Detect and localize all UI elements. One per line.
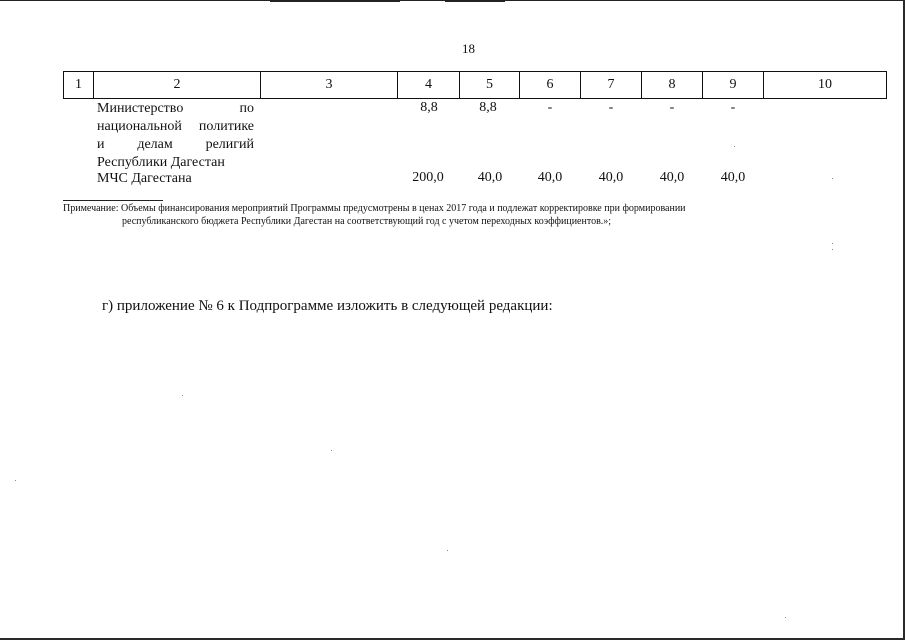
header-cell: 6	[520, 72, 581, 99]
row-mchs-col9: 40,0	[720, 170, 746, 185]
org-word: и	[97, 137, 105, 152]
scan-speck	[331, 450, 332, 451]
org-word: политике	[198, 119, 254, 134]
page-number: 18	[462, 41, 475, 56]
scan-speck	[734, 146, 735, 147]
scan-speck	[785, 617, 786, 618]
header-cell: 9	[703, 72, 764, 99]
row-ministry-col8: -	[669, 100, 675, 115]
org-name-line	[97, 100, 254, 118]
scan-edge-top-fragment	[270, 1, 400, 2]
row-mchs-col6: 40,0	[537, 170, 563, 185]
scan-speck	[15, 480, 16, 481]
footnote-line-2: республиканского бюджета Республики Дагестан на соответствующий год с учетом переходных коэффициентов.»;	[122, 216, 612, 227]
header-cell: 4	[398, 72, 460, 99]
org-name-line	[97, 118, 254, 136]
amendment-instruction: г) приложение № 6 к Подпрограмме изложить в следующей редакции:	[102, 298, 553, 314]
header-cell: 5	[460, 72, 520, 99]
header-cell: 1	[64, 72, 94, 99]
row-mchs-col8: 40,0	[659, 170, 685, 185]
column-number-header	[63, 71, 887, 99]
row-ministry-col9: -	[730, 100, 736, 115]
header-cell: 7	[581, 72, 642, 99]
scan-speck	[832, 178, 833, 179]
header-cell: 10	[764, 72, 887, 99]
scan-speck	[832, 249, 833, 250]
row-mchs-org-name: МЧС Дагестана	[97, 171, 192, 186]
org-name-line: Республики Дагестан	[97, 155, 225, 170]
footnote-separator	[63, 200, 163, 201]
row-ministry-col6: -	[547, 100, 553, 115]
scan-speck	[182, 395, 183, 396]
scan-edge-top-fragment	[445, 1, 505, 2]
row-ministry-col4: 8,8	[420, 100, 438, 115]
scan-speck	[832, 243, 833, 244]
header-cell: 2	[94, 72, 261, 99]
org-word: Министерство	[97, 101, 184, 116]
org-word: делам	[137, 137, 173, 152]
row-ministry-col5: 8,8	[479, 100, 497, 115]
footnote-line-1: Примечание: Объемы финансирования мероприятий Программы предусмотрены в ценах 2017 года и подлежат корректировке при формировании	[63, 203, 686, 214]
row-mchs-col5: 40,0	[477, 170, 503, 185]
org-word: по	[239, 101, 254, 116]
header-row	[64, 72, 887, 99]
header-cell: 8	[642, 72, 703, 99]
header-cell: 3	[261, 72, 398, 99]
row-ministry-col7: -	[608, 100, 614, 115]
org-word: национальной	[97, 119, 182, 134]
org-word: религий	[205, 137, 255, 152]
org-name-line	[97, 136, 254, 154]
scan-speck	[447, 550, 448, 551]
row-mchs-col4: 200,0	[412, 170, 444, 185]
row-ministry-org-name	[97, 100, 254, 172]
row-mchs-col7: 40,0	[598, 170, 624, 185]
